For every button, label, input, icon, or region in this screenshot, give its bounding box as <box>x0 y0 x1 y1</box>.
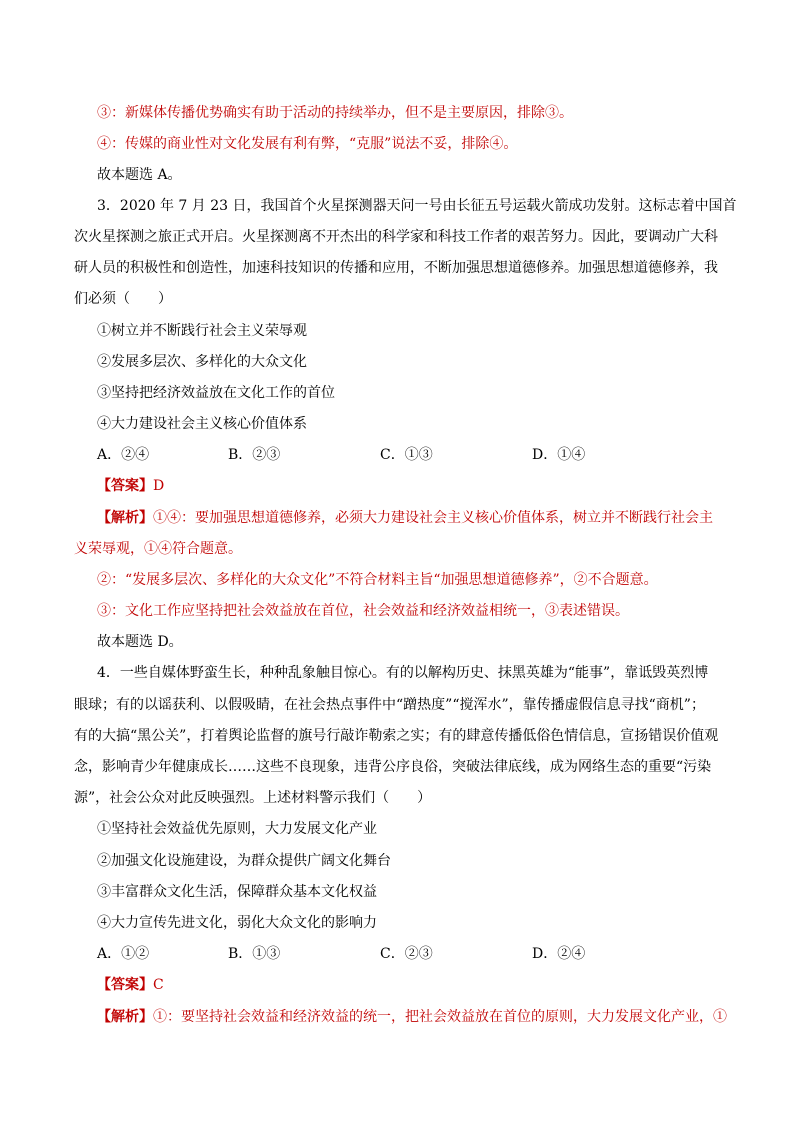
q4-choice-d: D．②④ <box>532 946 586 962</box>
q4-stem-line-5: 源”，社会公众对此反映强烈。上述材料警示我们（ ） <box>74 790 432 806</box>
q3-answer <box>97 476 164 496</box>
q4-stem-line-4: 念，影响青少年健康成长……这些不良现象，违背公序良俗，突破法律底线，成为网络生态的重要“污染 <box>74 759 712 775</box>
q4-item-2: ②加强文化设施建设，为群众提供广阔文化舞台 <box>97 853 391 869</box>
analysis-text: ①：要坚持社会效益和经济效益的统一，把社会效益放在首位的原则，大力发展文化产业，① <box>153 1009 727 1025</box>
q4-choice-c: C．②③ <box>380 946 433 962</box>
q3-choice-d: D．①④ <box>532 447 586 463</box>
conclusion-prev: 故本题选 A。 <box>97 167 182 183</box>
q4-stem-line-2: 眼球；有的以谣获利、以假吸睛，在社会热点事件中“蹭热度”“搅浑水”，靠传播虚假信息寻找“商机”； <box>74 697 705 713</box>
analysis-tag: 【解析】 <box>97 1009 153 1025</box>
q4-item-4: ④大力宣传先进文化，弱化大众文化的影响力 <box>97 915 377 931</box>
analysis-tag: 【解析】 <box>97 510 153 526</box>
q3-analysis-option-3: ③：文化工作应坚持把社会效益放在首位，社会效益和经济效益相统一，③表述错误。 <box>97 603 629 619</box>
q3-stem-line-4: 们必须（ ） <box>74 291 172 307</box>
q4-choice-b: B．①③ <box>228 946 281 962</box>
q3-analysis-line-1 <box>97 508 713 528</box>
answer-value: C <box>153 977 164 993</box>
q4-answer <box>97 975 164 995</box>
q4-item-1: ①坚持社会效益优先原则，大力发展文化产业 <box>97 821 377 837</box>
explain-option-4: ④：传媒的商业性对文化发展有利有弊，“克服”说法不妥，排除④。 <box>97 136 518 152</box>
q3-stem-line-1: 3．2020 年 7 月 23 日，我国首个火星探测器天问一号由长征五号运载火箭成功发射。这标志着中国首 <box>97 198 737 214</box>
answer-tag: 【答案】 <box>97 478 153 494</box>
q3-stem-line-2: 次火星探测之旅正式开启。火星探测离不开杰出的科学家和科技工作者的艰苦努力。因此，要调动广大科 <box>74 229 718 245</box>
q3-item-1: ①树立并不断践行社会主义荣辱观 <box>97 323 307 339</box>
q4-item-3: ③丰富群众文化生活，保障群众基本文化权益 <box>97 884 377 900</box>
q3-stem-line-3: 研人员的积极性和创造性，加速科技知识的传播和应用，不断加强思想道德修养。加强思想道德修养，我 <box>74 260 718 276</box>
q3-choice-a: A．②④ <box>97 447 150 463</box>
q3-conclusion: 故本题选 D。 <box>97 634 183 650</box>
q4-stem-line-3: 有的大搞“黑公关”，打着舆论监督的旗号行敲诈勒索之实；有的肆意传播低俗色情信息，宣扬错误价值观 <box>74 728 719 744</box>
analysis-text: ①④：要加强思想道德修养，必须大力建设社会主义核心价值体系，树立并不断践行社会主 <box>153 510 713 526</box>
answer-value: D <box>153 478 165 494</box>
q3-item-3: ③坚持把经济效益放在文化工作的首位 <box>97 385 335 401</box>
q4-stem-line-1: 4．一些自媒体野蛮生长，种种乱象触目惊心。有的以解构历史、抹黑英雄为“能事”，靠诋毁英烈博 <box>97 665 709 681</box>
q3-analysis-line-2: 义荣辱观，①④符合题意。 <box>74 541 242 557</box>
q4-analysis-line-1 <box>97 1007 727 1027</box>
answer-tag: 【答案】 <box>97 977 153 993</box>
q4-choice-a: A．①② <box>97 946 150 962</box>
q3-item-4: ④大力建设社会主义核心价值体系 <box>97 416 307 432</box>
q3-item-2: ②发展多层次、多样化的大众文化 <box>97 354 307 370</box>
q3-analysis-option-2: ②：“发展多层次、多样化的大众文化”不符合材料主旨“加强思想道德修养”，②不合题意。 <box>97 572 658 588</box>
explain-option-3: ③：新媒体传播优势确实有助于活动的持续举办，但不是主要原因，排除③。 <box>97 105 573 121</box>
q3-choice-b: B．②③ <box>228 447 281 463</box>
q3-choice-c: C．①③ <box>380 447 433 463</box>
